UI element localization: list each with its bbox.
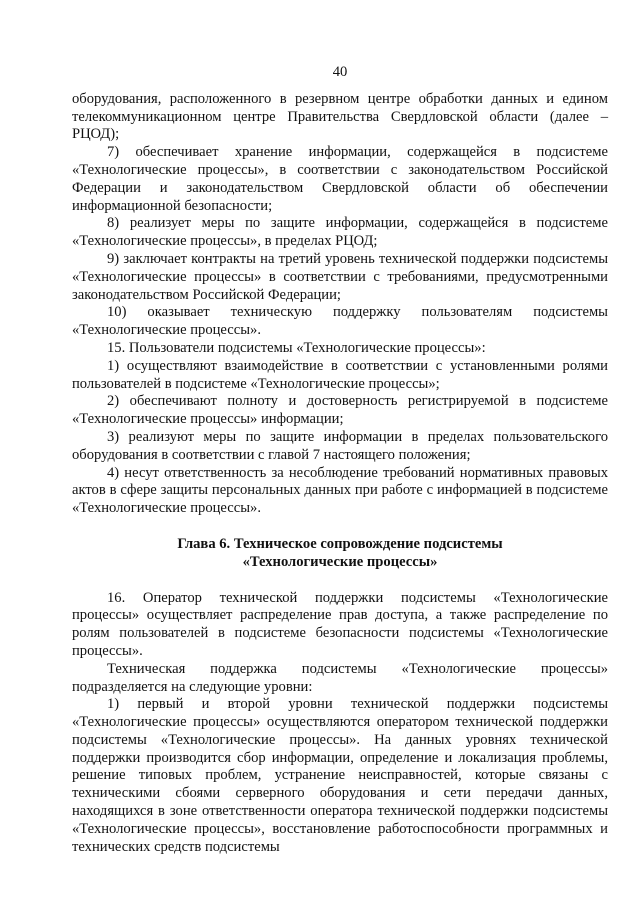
paragraph: 8) реализует меры по защите информации, содержащейся в подсистеме «Технологические процессы», в пределах РЦОД; <box>72 215 608 250</box>
chapter-heading <box>72 536 608 572</box>
document-page <box>72 64 608 856</box>
paragraph: 15. Пользователи подсистемы «Технологические процессы»: <box>107 339 486 356</box>
paragraph: 9) заключает контракты на третий уровень технической поддержки подсистемы «Технологические процессы» в соответствии с требованиями, предусмотренными законодательством Российской Федерации; <box>72 250 608 303</box>
paragraph: 2) обеспечивают полноту и достоверность регистрируемой в подсистеме «Технологические процессы» информации; <box>72 393 608 428</box>
paragraph: Техническая поддержка подсистемы «Технологические процессы» подразделяется на следующие уровни: <box>72 660 608 695</box>
chapter-heading-line-1: Глава 6. Техническое сопровождение подсистемы <box>177 535 503 552</box>
paragraph: оборудования, расположенного в резервном центре обработки данных и едином телекоммуникационном центре Правительства Свердловской области (далее – РЦОД); <box>72 90 608 143</box>
paragraph: 10) оказывает техническую поддержку пользователям подсистемы «Технологические процессы». <box>72 304 608 339</box>
paragraph: 7) обеспечивает хранение информации, содержащейся в подсистеме «Технологические процессы», в соответствии с законодательством Российской Федерации и законодательством Свердловской области об обеспечении информационной безопасности; <box>72 144 608 214</box>
page-number: 40 <box>332 64 348 80</box>
chapter-heading-line-2: «Технологические процессы» <box>242 553 438 570</box>
body-text-after-heading <box>72 590 608 857</box>
paragraph: 1) первый и второй уровни технической поддержки подсистемы «Технологические процессы» осуществляются оператором технической поддержки подсистемы «Технологические процессы». На данных уровнях технической поддержки производится сбор информации, определение и локализация проблемы, решение типовых проблем, устранение неисправностей, которые связаны с техническими сбоями серверного оборудования и сети передачи данных, находящихся в зоне ответственности оператора технической поддержки подсистемы «Технологические процессы», восстановление работоспособности программных и технических средств подсистемы <box>72 696 608 855</box>
paragraph: 4) несут ответственность за несоблюдение требований нормативных правовых актов в сфере защиты персональных данных при работе с информацией в подсистеме «Технологические процессы». <box>72 464 608 517</box>
paragraph: 1) осуществляют взаимодействие в соответствии с установленными ролями пользователей в подсистеме «Технологические процессы»; <box>72 357 608 392</box>
paragraph: 3) реализуют меры по защите информации в пределах пользовательского оборудования в соответствии с главой 7 настоящего положения; <box>72 428 608 463</box>
paragraph: 16. Оператор технической поддержки подсистемы «Технологические процессы» осуществляет распределение прав доступа, а также распределение по ролям пользователей в подсистеме безопасности подсистемы «Технологические процессы». <box>72 589 608 659</box>
body-text-before-heading <box>72 91 608 518</box>
